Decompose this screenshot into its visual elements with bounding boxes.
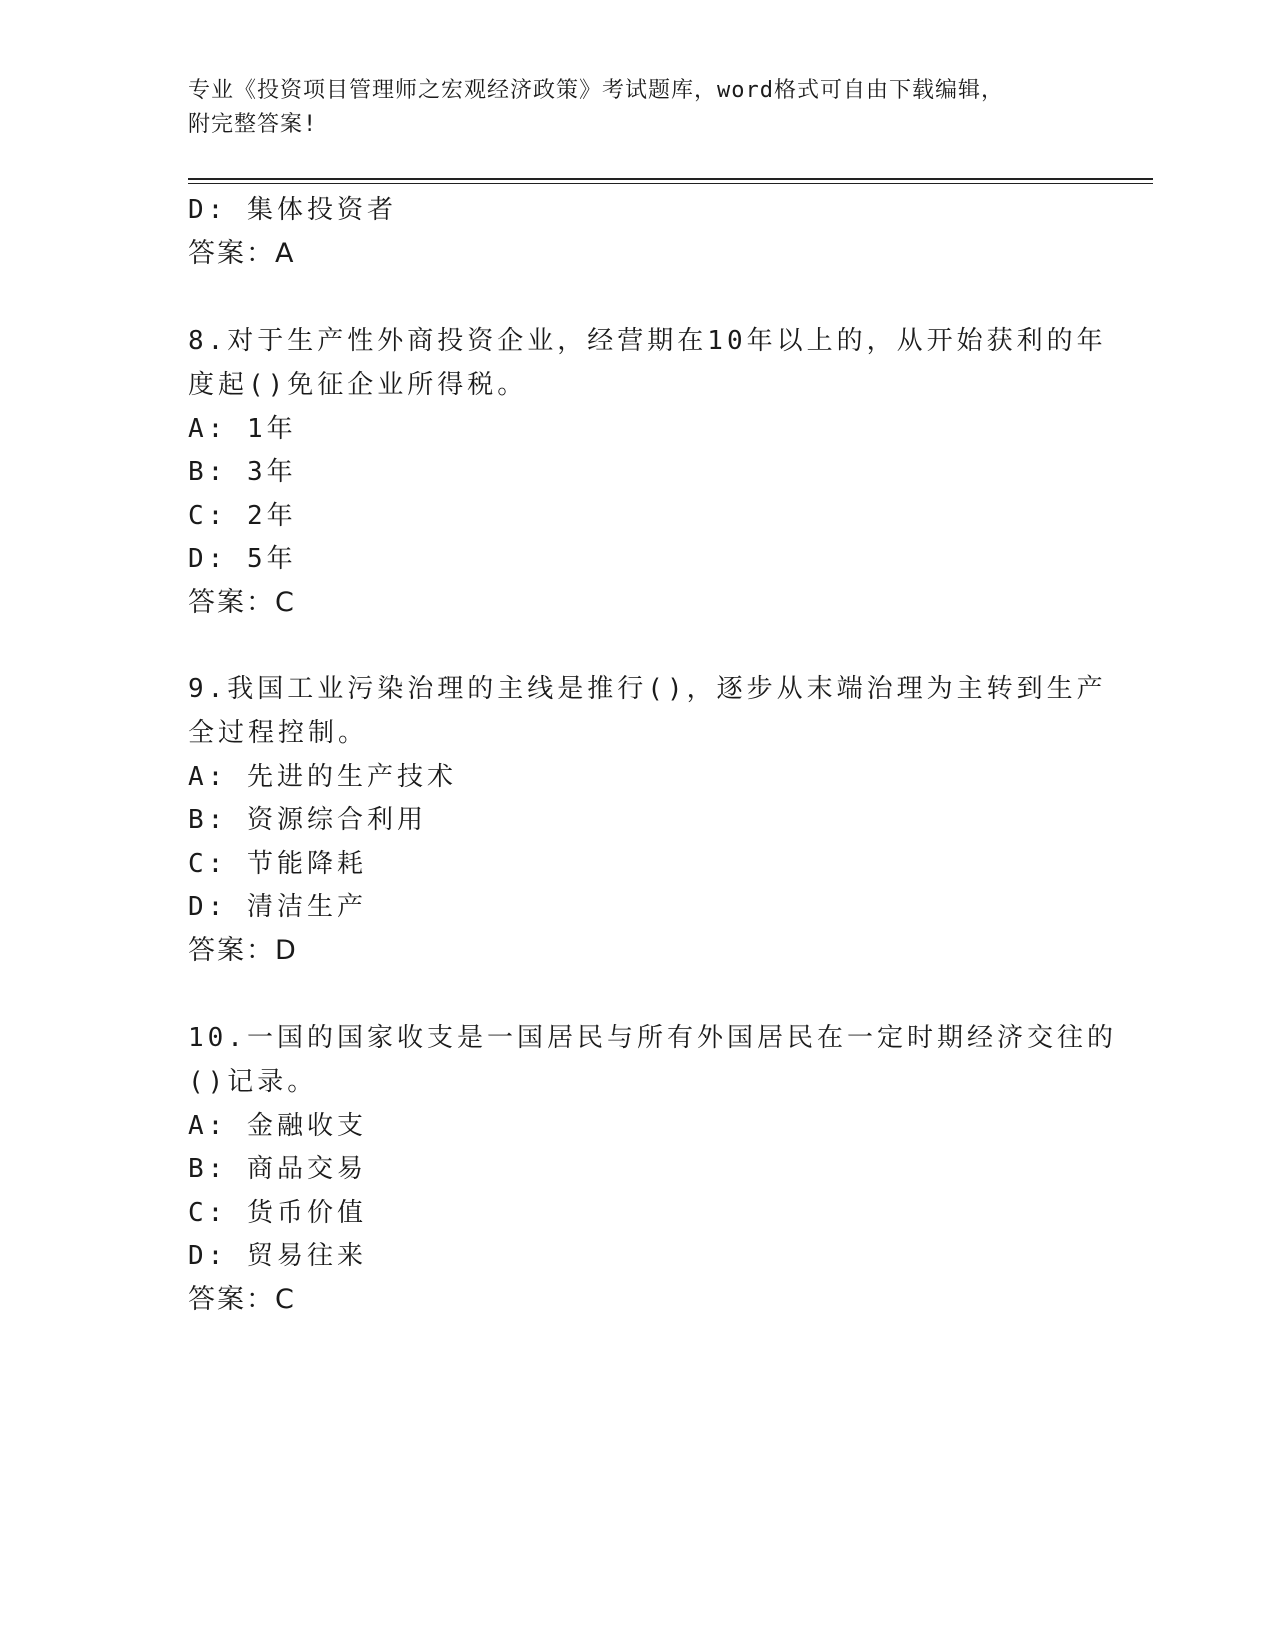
document-header bbox=[188, 74, 1088, 142]
q7-answer: 答案：A bbox=[188, 238, 296, 269]
q9-stem-line-1: 9.我国工业污染治理的主线是推行()，逐步从末端治理为主转到生产 bbox=[188, 674, 1107, 704]
q8-option-b: B: 3年 bbox=[188, 457, 297, 487]
q8-stem-line-2: 度起()免征企业所得税。 bbox=[188, 370, 528, 400]
q10-option-a: A: 金融收支 bbox=[188, 1111, 367, 1141]
q9-option-a: A: 先进的生产技术 bbox=[188, 762, 457, 792]
header-divider-thin bbox=[188, 183, 1153, 184]
q10-option-d: D: 贸易往来 bbox=[188, 1241, 367, 1271]
header-divider-thick bbox=[188, 178, 1153, 180]
q10-stem-line-2: ()记录。 bbox=[188, 1067, 318, 1097]
q8-option-d: D: 5年 bbox=[188, 544, 297, 574]
q8-option-a: A: 1年 bbox=[188, 414, 297, 444]
q8-option-c: C: 2年 bbox=[188, 501, 297, 531]
q9-option-b: B: 资源综合利用 bbox=[188, 805, 427, 835]
header-line-2: 附完整答案! bbox=[188, 112, 318, 137]
header-line-1: 专业《投资项目管理师之宏观经济政策》考试题库，word格式可自由下载编辑， bbox=[188, 78, 1004, 103]
q10-option-c: C: 货币价值 bbox=[188, 1198, 367, 1228]
q9-answer: 答案：D bbox=[188, 935, 298, 966]
q9-option-d: D: 清洁生产 bbox=[188, 892, 367, 922]
q9-option-c: C: 节能降耗 bbox=[188, 849, 367, 879]
q9-stem-line-2: 全过程控制。 bbox=[188, 718, 369, 748]
q8-stem-line-1: 8.对于生产性外商投资企业，经营期在10年以上的，从开始获利的年 bbox=[188, 326, 1107, 356]
q10-option-b: B: 商品交易 bbox=[188, 1154, 367, 1184]
q7-option-d: D: 集体投资者 bbox=[188, 195, 397, 225]
q10-stem-line-1: 10.一国的国家收支是一国居民与所有外国居民在一定时期经济交往的 bbox=[188, 1023, 1117, 1053]
q8-answer: 答案：C bbox=[188, 587, 296, 618]
q10-answer: 答案：C bbox=[188, 1284, 296, 1315]
